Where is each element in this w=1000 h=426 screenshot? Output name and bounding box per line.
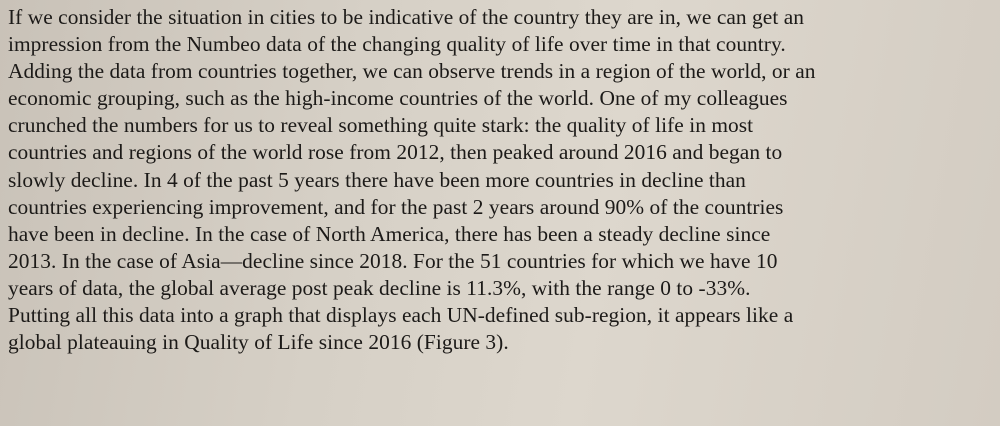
paragraph-line-2: impression from the Numbeo data of the changing quality of life over time in that country. bbox=[8, 32, 786, 57]
paragraph-line-10: 2013. In the case of Asia—decline since 2018. For the 51 countries for which we have 10 bbox=[8, 248, 778, 273]
paragraph-line-7: slowly decline. In 4 of the past 5 years there have been more countries in decline than bbox=[8, 167, 746, 192]
paragraph-line-1: If we consider the situation in cities to be indicative of the country they are in, we can get an bbox=[8, 5, 805, 29]
paragraph-line-13: global plateauing in Quality of Life since 2016 (Figure 3). bbox=[8, 330, 509, 355]
paragraph-line-3: Adding the data from countries together, we can observe trends in a region of the world, or an bbox=[8, 59, 816, 84]
paragraph-line-12: Putting all this data into a graph that displays each UN-defined sub-region, it appears like a bbox=[8, 303, 794, 328]
paragraph-line-11: years of data, the global average post peak decline is 11.3%, with the range 0 to -33%. bbox=[8, 275, 751, 300]
paragraph-line-8: countries experiencing improvement, and for the past 2 years around 90% of the countries bbox=[8, 194, 784, 219]
paragraph-line-6: countries and regions of the world rose from 2012, then peaked around 2016 and began to bbox=[8, 140, 783, 165]
paragraph-line-9: have been in decline. In the case of North America, there has been a steady decline since bbox=[8, 221, 771, 246]
paragraph-line-4: economic grouping, such as the high-income countries of the world. One of my colleagues bbox=[8, 86, 788, 111]
paragraph-line-5: crunched the numbers for us to reveal something quite stark: the quality of life in most bbox=[8, 113, 754, 138]
